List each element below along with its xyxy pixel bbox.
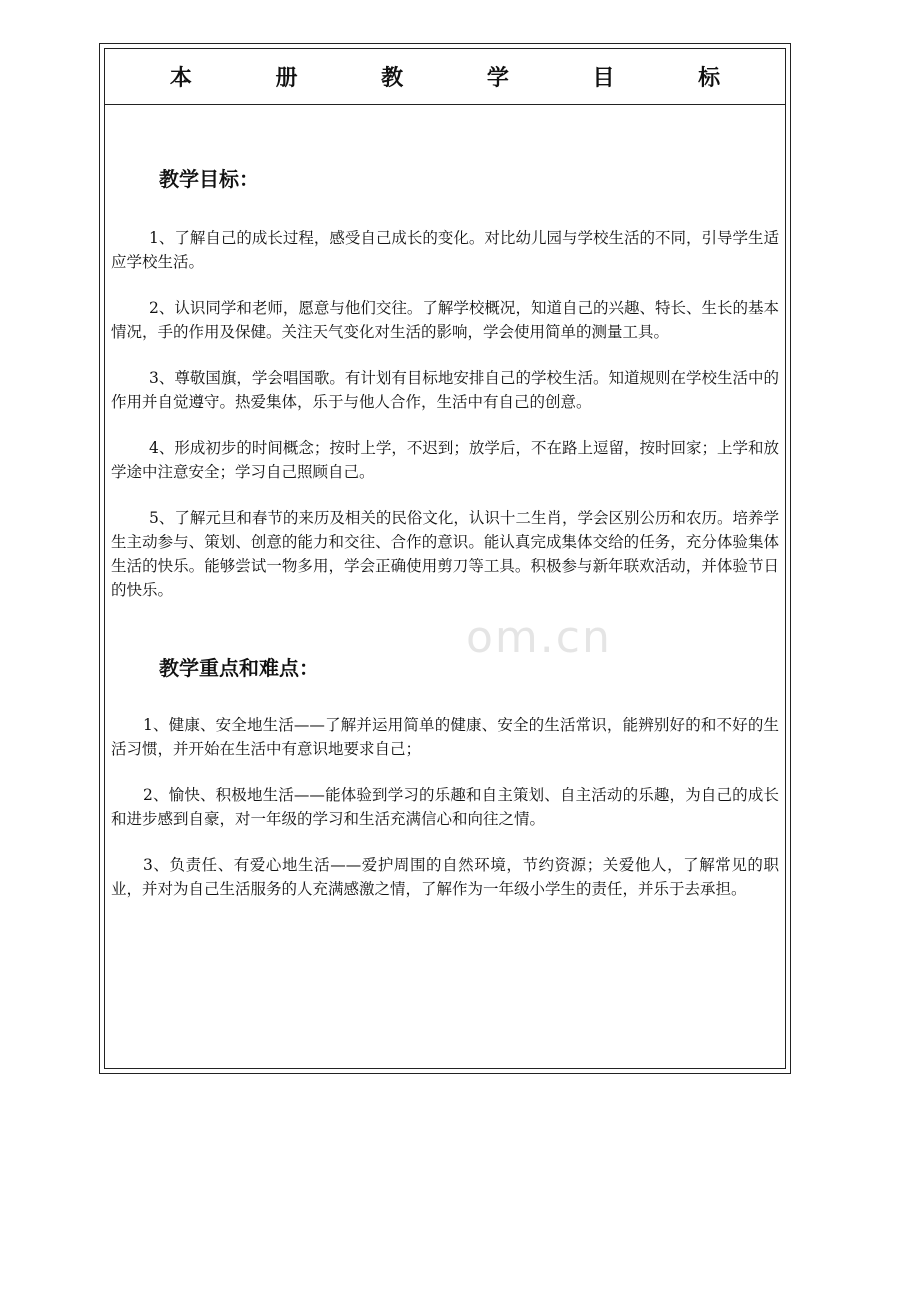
document-table — [104, 48, 786, 1069]
section-heading-goals: 教学目标： — [159, 167, 259, 191]
section-teaching-goals — [111, 163, 779, 602]
key-point-item-2: 2、愉快、积极地生活——能体验到学习的乐趣和自主策划、自主活动的乐趣，为自己的成长和进步感到自豪，对一年级的学习和生活充满信心和向往之情。 — [111, 786, 779, 828]
key-point-item-1: 1、健康、安全地生活——了解并运用简单的健康、安全的生活常识，能辨别好的和不好的生活习惯，并开始在生活中有意识地要求自己； — [111, 716, 779, 758]
title-row — [105, 49, 785, 105]
key-point-item-3: 3、负责任、有爱心地生活——爱护周围的自然环境，节约资源；关爱他人，了解常见的职业，并对为自己生活服务的人充满感激之情，了解作为一年级小学生的责任，并乐于去承担。 — [111, 856, 779, 898]
watermark: om.cn — [466, 612, 612, 663]
content-cell — [111, 105, 779, 901]
goal-item-4: 4、形成初步的时间概念；按时上学，不迟到；放学后，不在路上逗留，按时回家；上学和放学途中注意安全；学习自己照顾自己。 — [111, 439, 779, 481]
section-heading-key-points: 教学重点和难点： — [159, 656, 319, 680]
page-title: 本 册 教 学 目 标 — [169, 66, 759, 91]
goal-item-2: 2、认识同学和老师，愿意与他们交往。了解学校概况，知道自己的兴趣、特长、生长的基本情况，手的作用及保健。关注天气变化对生活的影响，学会使用简单的测量工具。 — [111, 299, 779, 341]
section-key-points — [111, 652, 779, 901]
goal-item-3: 3、尊敬国旗，学会唱国歌。有计划有目标地安排自己的学校生活。知道规则在学校生活中的作用并自觉遵守。热爱集体，乐于与他人合作，生活中有自己的创意。 — [111, 369, 779, 411]
goal-item-1: 1、了解自己的成长过程，感受自己成长的变化。对比幼儿园与学校生活的不同，引导学生适应学校生活。 — [111, 229, 779, 271]
goal-item-5: 5、了解元旦和春节的来历及相关的民俗文化，认识十二生肖，学会区别公历和农历。培养学生主动参与、策划、创意的能力和交往、合作的意识。能认真完成集体交给的任务，充分体验集体生活的快乐。能够尝试一物多用，学会正确使用剪刀等工具。积极参与新年联欢活动，并体验节日的快乐。 — [111, 509, 779, 599]
